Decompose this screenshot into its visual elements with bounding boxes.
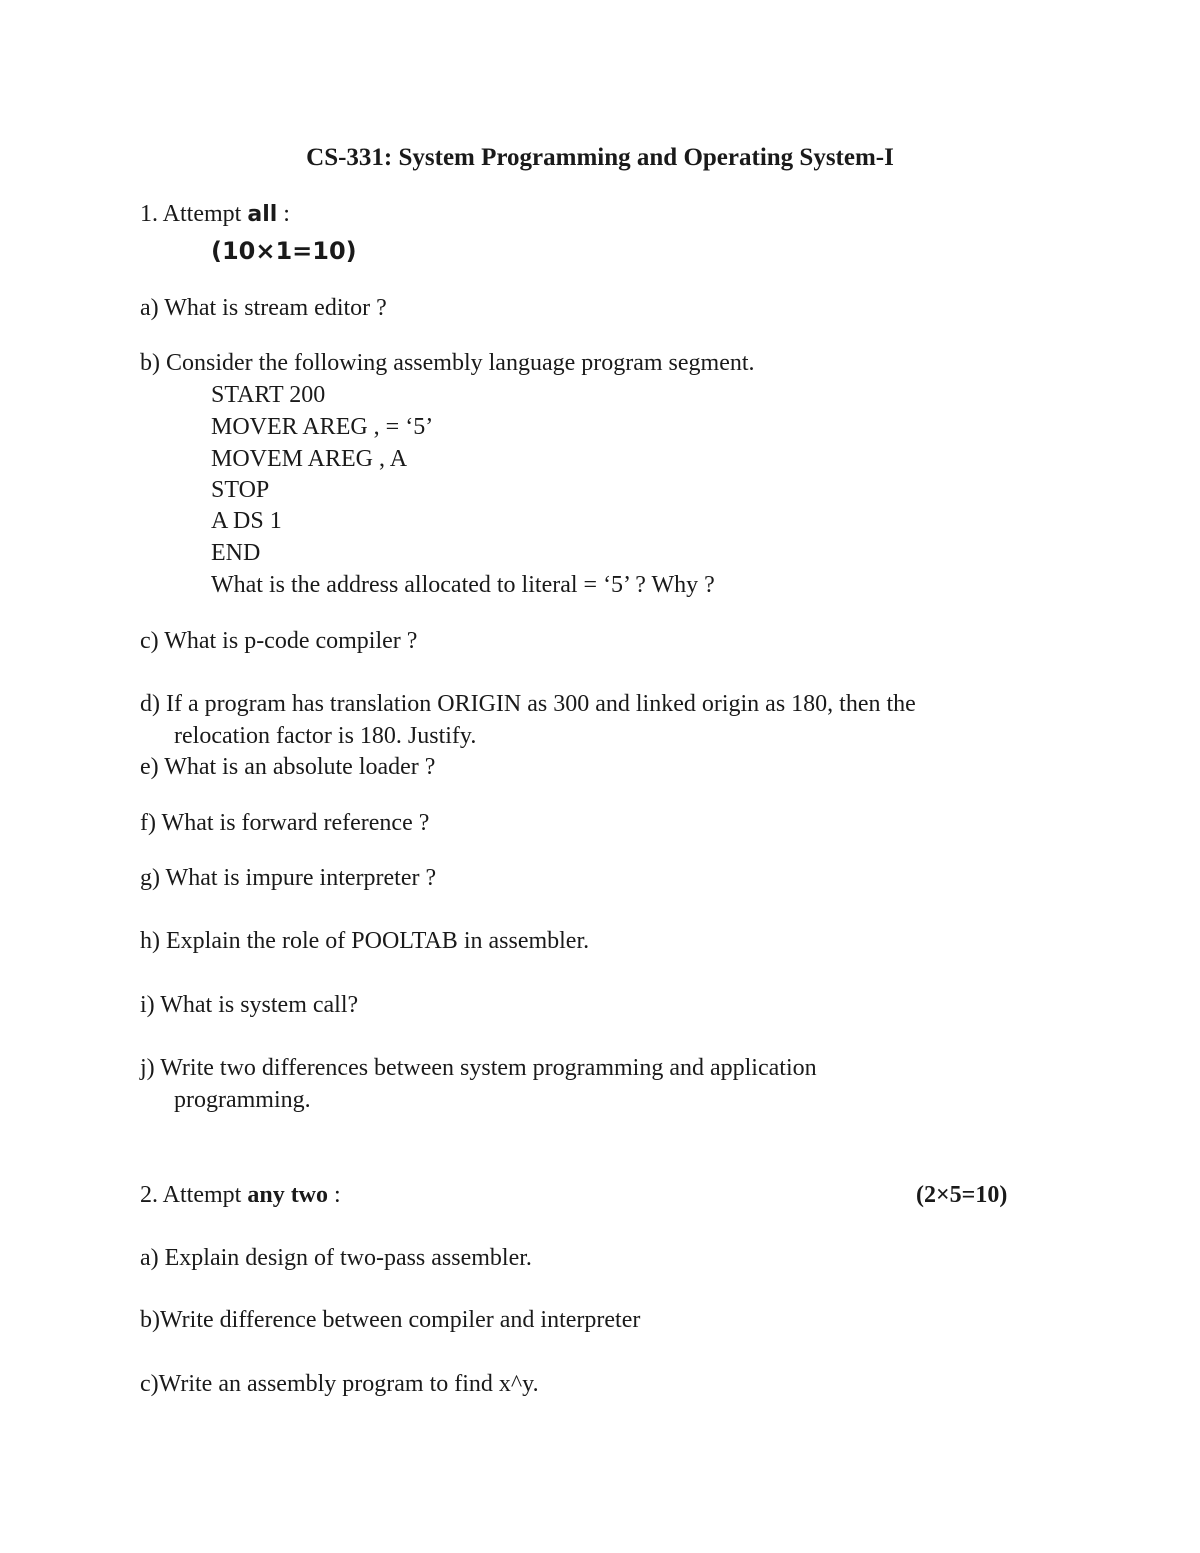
code-line: MOVEM AREG , A [211,446,408,472]
q1-marks: (10×1=10) [211,237,357,265]
q1-item-d-line1: d) If a program has translation ORIGIN as 300 and linked origin as 180, then the [140,691,916,717]
q1-item-a: a) What is stream editor ? [140,295,387,321]
q1-item-b-intro: b) Consider the following assembly language program segment. [140,350,755,376]
q1-prefix: 1. Attempt [140,201,248,227]
code-line: START 200 [211,382,326,408]
q1-item-c: c) What is p-code compiler ? [140,628,418,654]
q2-item-c: c)Write an assembly program to find x^y. [140,1371,539,1397]
q1-item-j-line1: j) Write two differences between system programming and application [140,1055,817,1081]
q2-item-a: a) Explain design of two-pass assembler. [140,1245,532,1271]
q2-emphasis: any two [247,1182,329,1208]
q1-item-b-question: What is the address allocated to literal = ‘5’ ? Why ? [211,572,715,598]
q1-item-j-line2: programming. [174,1087,311,1113]
code-line: A DS 1 [211,508,282,534]
q2-prefix: 2. Attempt [140,1182,248,1208]
q1-item-e: e) What is an absolute loader ? [140,754,436,780]
q2-item-b: b)Write difference between compiler and interpreter [140,1307,641,1333]
q1-item-i: i) What is system call? [140,992,359,1018]
paper-title: CS-331: System Programming and Operating System-I [306,144,894,171]
code-line: MOVER AREG , = ‘5’ [211,414,434,440]
q1-emphasis: all [247,202,278,227]
q2-marks: (2×5=10) [916,1182,1008,1208]
code-line: END [211,540,261,566]
code-line: STOP [211,477,270,503]
q2-heading [140,1180,341,1210]
q2-suffix: : [328,1182,341,1208]
q1-item-h: h) Explain the role of POOLTAB in assembler. [140,928,590,954]
q1-heading [140,199,290,230]
q1-suffix: : [277,201,290,227]
q1-item-d-line2: relocation factor is 180. Justify. [174,723,477,749]
q1-item-f: f) What is forward reference ? [140,810,430,836]
q1-item-g: g) What is impure interpreter ? [140,865,437,891]
